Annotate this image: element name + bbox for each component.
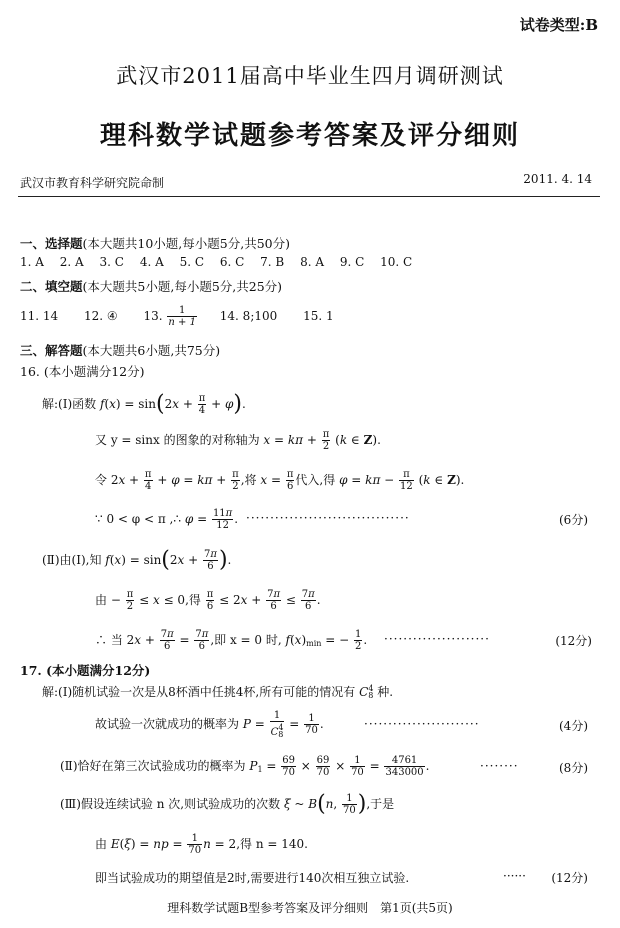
answer-9: 9. C (339, 255, 365, 269)
q17-score3: (12分) (551, 871, 588, 885)
q16-from-text: 由 (95, 593, 108, 607)
q16-from-line: 由 − $\frac{\pi}{2}$ ≤ x ≤ 0,得 $\frac{\pi}{6}$ ≤ 2x + $\frac{7\pi}{6}$ ≤ $\frac{7\pi}{6}$ . (95, 589, 321, 612)
q16-range-line: ∵ 0 < φ < π ,∴ φ = $\frac{11\pi}{12}$ . (95, 508, 239, 531)
q16-part2-prefix: (Ⅱ)由(Ⅰ),知 (42, 553, 102, 567)
answer-13-den: n + 1 (168, 317, 196, 328)
answer-5: 5. C (179, 255, 205, 269)
section2-title (20, 277, 282, 295)
q17-part1-line2-text: 故试验一次就成功的概率为 (95, 717, 240, 731)
q17-dots2: ········ (480, 759, 519, 773)
section3-note: (本大题共6小题,共75分) (82, 343, 221, 358)
q17-dots1: ························ (364, 717, 480, 731)
q16-part2-line: (Ⅱ)由(Ⅰ),知 f(x) = sin(2x + $\frac{7\pi}{6}$ ). (42, 547, 232, 573)
q17-part3-end: ,于是 (366, 797, 395, 811)
header-rule (18, 196, 600, 197)
q16-when-text: ∴ 当 (95, 633, 123, 647)
q17-part3-line: (Ⅲ)假设连续试验 n 次,则试验成功的次数 ξ ~ B(n, $\frac{1}{70}$ ),于是 (60, 791, 395, 817)
q17-part1-text: 解:(Ⅰ)随机试验一次是从8杯酒中任挑4杯,所有可能的情况有 (42, 685, 356, 699)
q16-header: 16. (本小题满分12分) (20, 364, 145, 379)
answer-13-label: 13. (143, 309, 163, 323)
answer-6: 6. C (219, 255, 245, 269)
q17-by-text: 由 (95, 837, 108, 851)
answer-12: 12. ④ (84, 309, 118, 323)
q16-part1-prefix: 解:(Ⅰ)函数 (42, 397, 97, 411)
section2-note: (本大题共5小题,每小题5分,共25分) (82, 279, 283, 294)
section1-answers (20, 255, 412, 269)
q17-conclusion: 即当试验成功的期望值是2时,需要进行140次相互独立试验. (95, 871, 410, 885)
paper-type: 试卷类型:B (519, 16, 598, 34)
answer-3: 3. C (99, 255, 124, 269)
answer-15: 15. 1 (303, 309, 334, 323)
frac-pi-4: $\frac{\pi}{4}$ (198, 393, 206, 416)
q17-part1-line2: 故试验一次就成功的概率为 P = $\frac{1}{C_8^4}$ = $\frac{1}{70}$ . (95, 709, 324, 739)
title-line2: 理科数学试题参考答案及评分细则 (99, 121, 520, 151)
answer-4: 4. A (139, 255, 164, 269)
q17-header: 17. (本小题满分12分) (20, 663, 151, 678)
q16-let-line: 令 2x + $\frac{\pi}{4}$ + φ = kπ + $\frac{\pi}{2}$ ,将 x = $\frac{\pi}{6}$ 代入,得 φ = kπ − $\frac{\pi}{12}$ (k ∈ Z). (95, 469, 465, 492)
q17-part2-line: (Ⅱ)恰好在第三次试验成功的概率为 $P_1$ = $\frac{69}{70}$ × $\frac{69}{70}$ × $\frac{1}{70}$ = $\frac{4761}{343000}$ . (60, 755, 430, 778)
answer-1: 1. A (20, 255, 44, 269)
q16-at-text: ,即 x = 0 时, (210, 633, 282, 647)
answer-13-fraction (167, 305, 197, 328)
q16-substitute-text2: 代入,得 (295, 473, 336, 487)
q17-get-text: ,得 n = 140. (236, 837, 308, 851)
q17-part3-text: (Ⅲ)假设连续试验 n 次,则试验成功的次数 (60, 797, 281, 811)
q16-part1-line: 解:(Ⅰ)函数 f(x) = sin(2x + $\frac{\pi}{4}$ + φ). (42, 391, 246, 417)
q16-axis-line: 又 y = sinx 的图象的对称轴为 x = kπ + $\frac{\pi}{2}$ (k ∈ Z). (95, 429, 381, 452)
section1-note: (本大题共10小题,每小题5分,共50分) (82, 236, 290, 251)
answer-11: 11. 14 (20, 309, 59, 323)
title-line1: 武汉市2011届高中毕业生四月调研测试 (116, 64, 504, 88)
q17-score1: (4分) (559, 719, 588, 733)
answer-14: 14. 8;100 (219, 309, 278, 323)
q16-axis-text: 又 y = sinx 的图象的对称轴为 (95, 433, 260, 447)
section2-answers (20, 300, 334, 332)
q17-score2: (8分) (559, 761, 588, 775)
q17-part1-line1: 解:(Ⅰ)随机试验一次是从8杯酒中任挑4杯,所有可能的情况有 $C_8^4$ 种. (42, 684, 394, 700)
q16-dots2: ······················ (384, 632, 490, 646)
page-footer: 理科数学试题B型参考答案及评分细则 第1页(共5页) (167, 901, 453, 915)
answer-8: 8. A (300, 255, 324, 269)
answer-13-num: 1 (167, 305, 197, 317)
section2-heading: 二、填空题 (20, 279, 83, 294)
q16-substitute-text: ,将 (240, 473, 257, 487)
q16-range-text: ∵ 0 < φ < π ,∴ (95, 512, 182, 526)
section1-heading: 一、选择题 (20, 236, 83, 251)
frac-pi-2: $\frac{\pi}{2}$ (322, 429, 330, 452)
answer-2: 2. A (59, 255, 84, 269)
date: 2011. 4. 14 (523, 172, 592, 186)
q17-part2-text: (Ⅱ)恰好在第三次试验成功的概率为 (60, 759, 246, 773)
section1-title (20, 234, 290, 252)
q17-by-line: 由 E(ξ) = np = $\frac{1}{70}$ n = 2,得 n = 140. (95, 833, 308, 856)
q16-when-line: ∴ 当 2x + $\frac{7\pi}{6}$ = $\frac{7\pi}{6}$ ,即 x = 0 时, $f(x)_{min}$ = − $\frac{1}{2}$ . (95, 629, 368, 652)
q17-part1-end: 种. (377, 685, 394, 699)
q16-score2: (12分) (555, 634, 592, 648)
q16-dots1: ·································· (246, 511, 410, 525)
q17-dots3: ······ (503, 869, 526, 883)
section3-title (20, 341, 220, 359)
author: 武汉市教育科学研究院命制 (20, 176, 165, 190)
section3-heading: 三、解答题 (20, 343, 83, 358)
q16-score1: (6分) (559, 513, 588, 527)
answer-10: 10. C (380, 255, 413, 269)
q16-get-text: ,得 (185, 593, 201, 607)
answer-7: 7. B (260, 255, 285, 269)
